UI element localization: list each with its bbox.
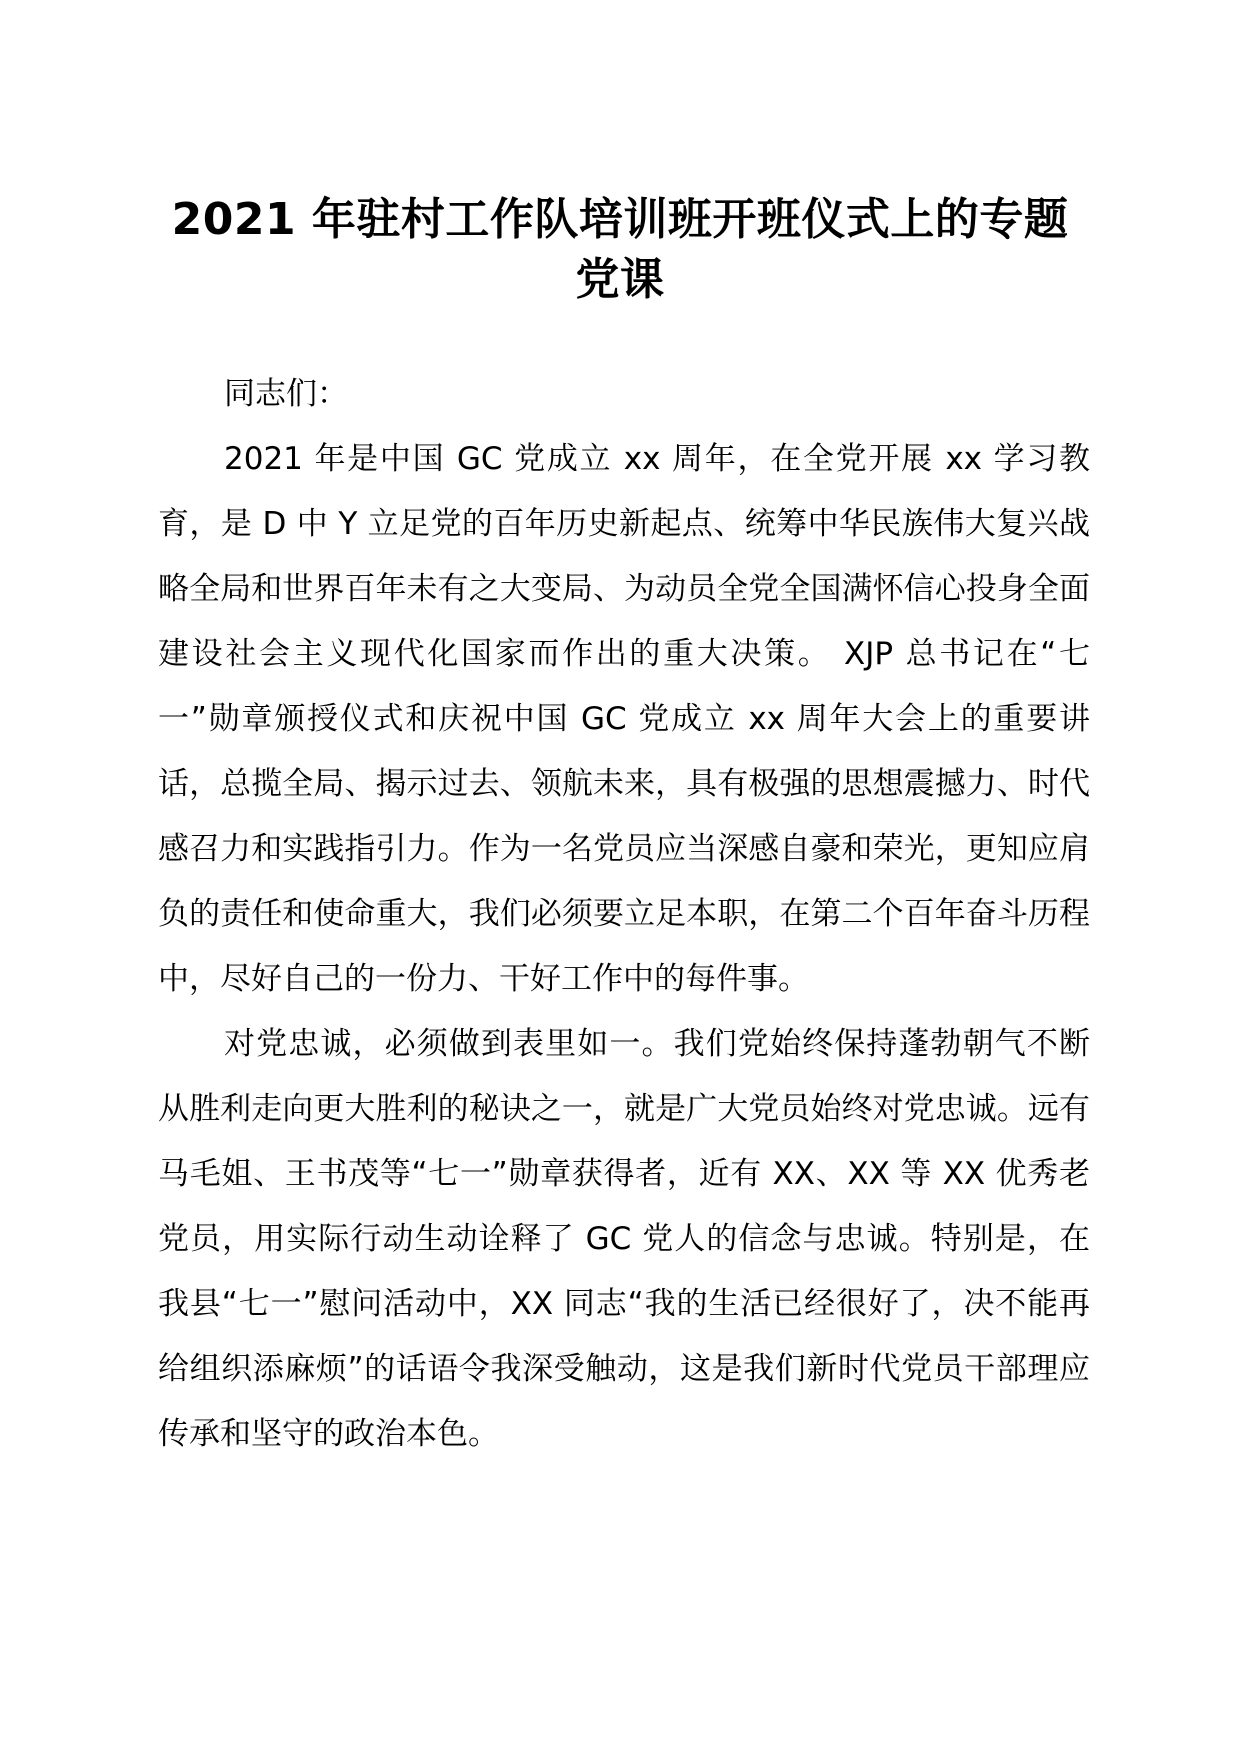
paragraph-1: 2021 年是中国 GC 党成立 xx 周年，在全党开展 xx 学习教育，是 D 中 Y 立足党的百年历史新起点、统筹中华民族伟大复兴战略全局和世界百年未有之大变局、为动员全党全国满怀信心投身全面建设社会主义现代化国家而作出的重大决策。 XJP 总书记在“七一”勋章颁授仪式和庆祝中国 GC 党成立 xx 周年大会上的重要讲话，总揽全局、揭示过去、领航未来，具有极强的思想震撼力、时代感召力和实践指引力。作为一名党员应当深感自豪和荣光，更知应肩负的责任和使命重大，我们必须要立足本职，在第二个百年奋斗历程中，尽好自己的一份力、干好工作中的每件事。 — [158, 441, 1090, 997]
title-line-1: 2021 年驻村工作队培训班开班仪式上的专题 — [171, 194, 1069, 245]
paragraph-2: 对党忠诚，必须做到表里如一。我们党始终保持蓬勃朝气不断从胜利走向更大胜利的秘诀之一，就是广大党员始终对党忠诚。远有马毛姐、王书茂等“七一”勋章获得者，近有 XX、XX 等 XX 优秀老党员，用实际行动生动诠释了 GC 党人的信念与忠诚。特别是，在我县“七一”慰问活动中，XX 同志“我的生活已经很好了，决不能再给组织添麻烦”的话语令我深受触动，这是我们新时代党员干部理应传承和坚守的政治本色。 — [158, 1026, 1090, 1452]
document-body — [158, 362, 1090, 1467]
title-line-2: 党课 — [575, 254, 665, 305]
salutation: 同志们： — [224, 376, 348, 412]
document-title — [140, 190, 1100, 310]
